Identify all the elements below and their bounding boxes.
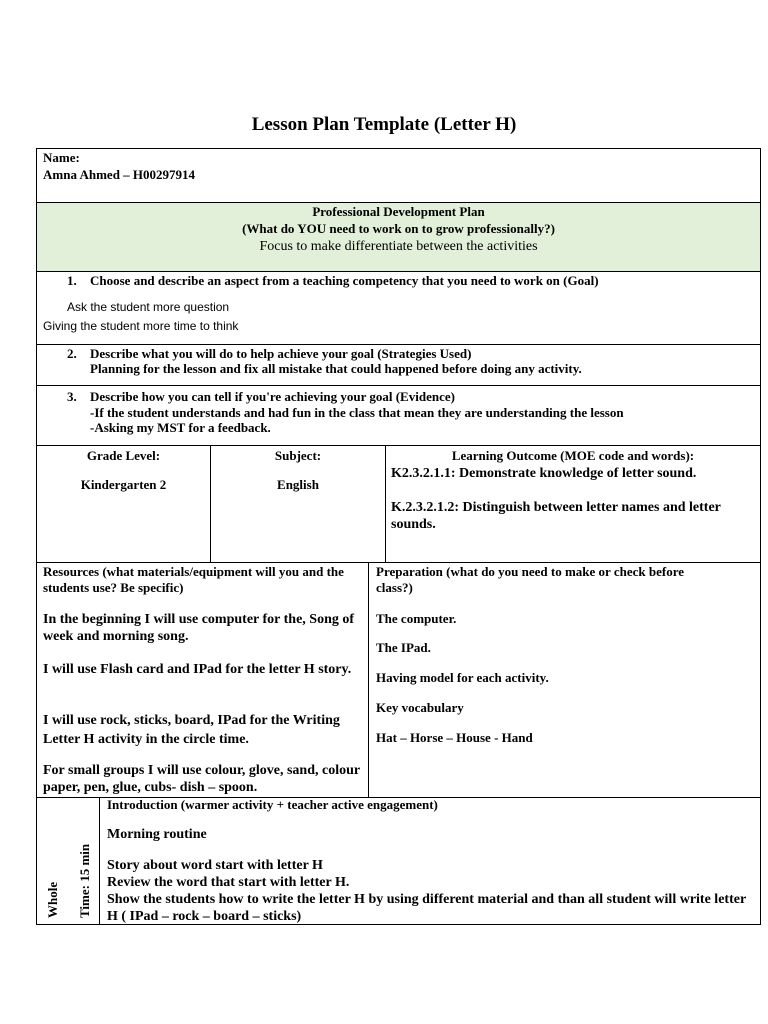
- goal-number: 1.: [67, 273, 77, 288]
- intro-morning: Morning routine: [107, 827, 207, 842]
- goal-section: [36, 271, 761, 345]
- grade-label: Grade Level:: [86, 448, 161, 463]
- preparation-item: Having model for each activity.: [376, 670, 549, 685]
- goal-question: Choose and describe an aspect from a teaching competency that you need to work on (Goal): [90, 273, 599, 288]
- evidence-number: 3.: [67, 389, 77, 404]
- preparation-item: Hat – Horse – House - Hand: [376, 730, 533, 745]
- pdp-section: [36, 202, 761, 272]
- resources-label: Resources (what materials/equipment will you and the students use? Be specific): [43, 564, 344, 595]
- evidence-answer-2: -Asking my MST for a feedback.: [90, 420, 271, 435]
- intro-heading: Introduction (warmer activity + teacher active engagement): [107, 797, 438, 812]
- name-value: Amna Ahmed – H00297914: [43, 167, 196, 182]
- resources-preparation-section: [36, 562, 761, 798]
- preparation-item: The computer.: [376, 611, 457, 626]
- goal-answer-1: Ask the student more question: [67, 300, 230, 314]
- name-section: [36, 148, 761, 203]
- goal-answer-2: Giving the student more time to think: [43, 319, 239, 333]
- preparation-item: Key vocabulary: [376, 700, 464, 715]
- strategies-section: [36, 344, 761, 386]
- strategies-question: Describe what you will do to help achieve your goal (Strategies Used): [90, 346, 472, 361]
- preparation-label: Preparation (what do you need to make or check before class?): [376, 564, 685, 595]
- grade-subject-outcome-section: [36, 445, 761, 563]
- outcome-item-2: K.2.3.2.1.2: Distinguish between letter names and letter sounds.: [391, 500, 721, 532]
- strategies-answer: Planning for the lesson and fix all mistake that could happened before doing any activity.: [90, 361, 582, 376]
- resources-p2: I will use Flash card and IPad for the letter H story.: [43, 662, 352, 677]
- subject-value: English: [277, 477, 319, 492]
- subject-label: Subject:: [274, 448, 322, 463]
- resources-p3: I will use rock, sticks, board, IPad for the Writing Letter H activity in the circle time.: [43, 713, 340, 747]
- page-title: Lesson Plan Template (Letter H): [251, 114, 517, 135]
- intro-show: Show the students how to write the letter H by using different material and than all student will write letter H ( IPad – rock – board – sticks): [107, 892, 746, 924]
- evidence-question: Describe how you can tell if you're achieving your goal (Evidence): [90, 389, 455, 404]
- name-label: Name:: [43, 150, 80, 165]
- outcome-item-1: K2.3.2.1.1: Demonstrate knowledge of letter sound.: [391, 466, 697, 481]
- introduction-section: [36, 797, 761, 925]
- outcome-label: Learning Outcome (MOE code and words):: [451, 448, 695, 463]
- strategies-number: 2.: [67, 346, 77, 361]
- resources-p4: For small groups I will use colour, glove, sand, colour paper, pen, glue, cubs- dish – spoon.: [43, 763, 360, 795]
- preparation-item: The IPad.: [376, 640, 431, 655]
- resources-p1: In the beginning I will use computer for the, Song of week and morning song.: [43, 612, 355, 644]
- time-label: Time: 15 min: [77, 843, 92, 918]
- intro-story: Story about word start with letter H: [107, 858, 323, 873]
- pdp-focus: Focus to make differentiate between the activities: [259, 239, 538, 254]
- evidence-answer-1: -If the student understands and had fun in the class that mean they are understanding the lesson: [90, 405, 624, 420]
- evidence-section: [36, 385, 761, 446]
- pdp-heading: Professional Development Plan: [312, 204, 485, 219]
- whole-label: Whole: [45, 881, 60, 918]
- grade-value: Kindergarten 2: [80, 477, 167, 492]
- pdp-question: (What do YOU need to work on to grow professionally?): [242, 221, 555, 236]
- intro-review: Review the word that start with letter H.: [107, 875, 350, 890]
